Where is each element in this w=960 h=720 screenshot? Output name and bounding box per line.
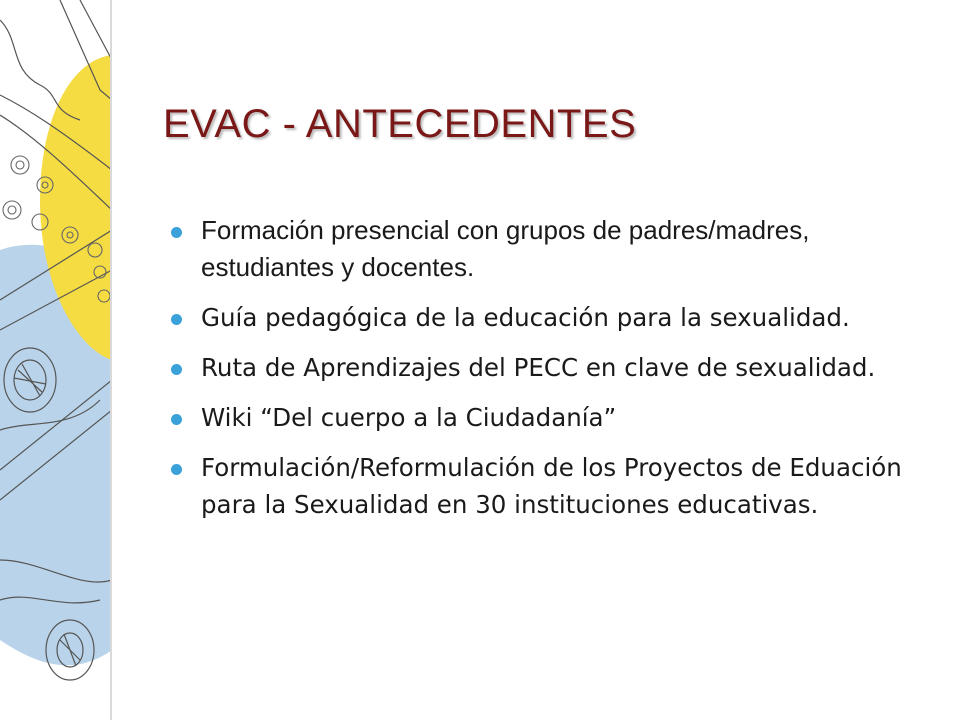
sidebar-decoration (0, 0, 112, 720)
sidebar-divider (110, 0, 112, 720)
bullet-dot-icon (171, 464, 182, 475)
bullet-text: Wiki “Del cuerpo a la Ciudadanía” (201, 403, 617, 432)
bullet-dot-icon (171, 314, 182, 325)
bullet-text: Ruta de Aprendizajes del PECC en clave de sexualidad. (201, 353, 876, 382)
bullet-item (170, 299, 930, 336)
bullet-text: Formación presencial con grupos de padres/madres, estudiantes y docentes. (201, 215, 810, 282)
bullet-text: Guía pedagógica de la educación para la sexualidad. (201, 303, 850, 332)
bullet-item (170, 449, 930, 523)
bullet-item (170, 399, 930, 436)
bullet-dot-icon (171, 414, 182, 425)
bullet-item (170, 212, 930, 286)
bullet-dot-icon (171, 227, 182, 238)
slide-title: EVAC - ANTECEDENTES (163, 102, 637, 146)
bullet-dot-icon (171, 364, 182, 375)
bullet-list (170, 212, 930, 536)
bullet-text: Formulación/Reformulación de los Proyectos de Eduación para la Sexualidad en 30 instituciones educativas. (201, 453, 902, 519)
bullet-item (170, 349, 930, 386)
